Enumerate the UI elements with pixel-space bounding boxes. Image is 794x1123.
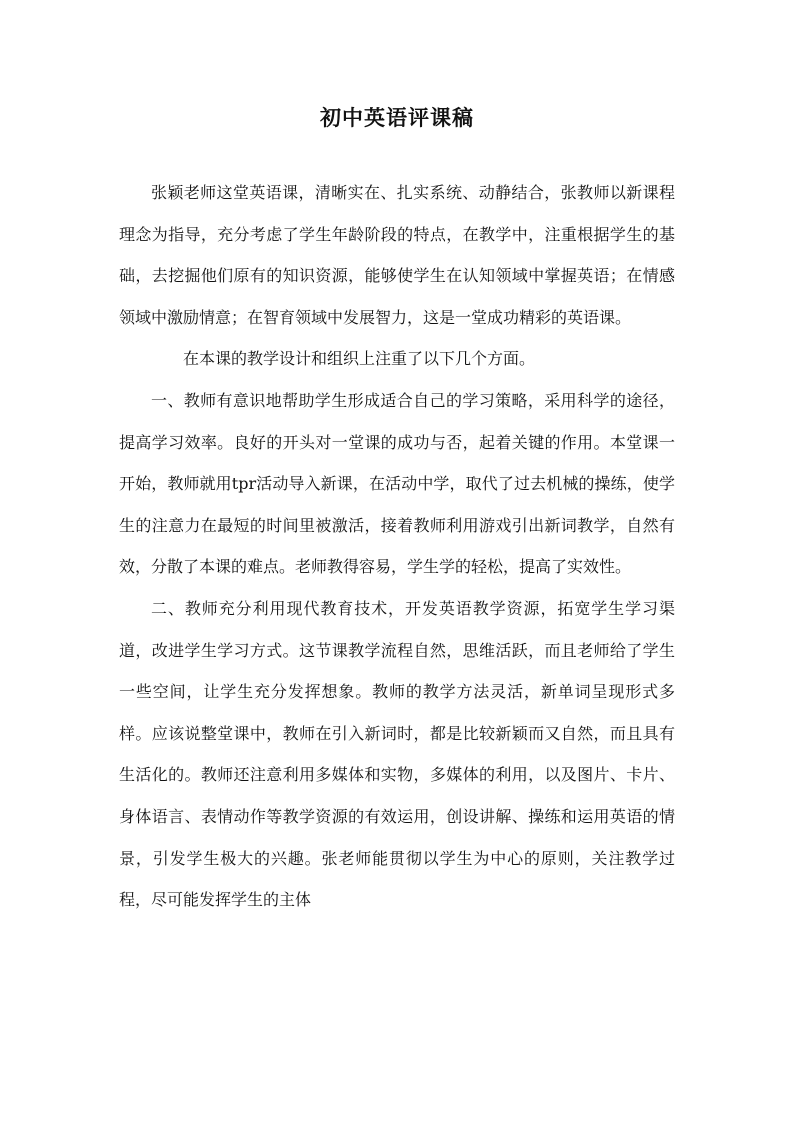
- paragraph-point-two: 二、教师充分利用现代教育技术，开发英语教学资源，拓宽学生学习渠道，改进学生学习方式。这节课教学流程自然，思维活跃，而且老师给了学生一些空间，让学生充分发挥想象。教师的教学方法灵活，新单词呈现形式多样。应该说整堂课中，教师在引入新词时，都是比较新颖而又自然，而且具有生活化的。教师还注意利用多媒体和实物，多媒体的利用，以及图片、卡片、身体语言、表情动作等教学资源的有效运用，创设讲解、操练和运用英语的情景，引发学生极大的兴趣。张老师能贯彻以学生为中心的原则，关注教学过程，尽可能发挥学生的主体: [119, 598, 675, 910]
- paragraph-point-one: 一、教师有意识地帮助学生形成适合自己的学习策略，采用科学的途径，提高学习效率。良好的开头对一堂课的成功与否，起着关键的作用。本堂课一开始，教师就用tpr活动导入新课，在活动中学，取代了过去机械的操练，使学生的注意力在最短的时间里被激活，接着教师利用游戏引出新词教学，自然有效，分散了本课的难点。老师教得容易，学生学的轻松，提高了实效性。: [119, 390, 675, 577]
- document-title: 初中英语评课稿: [320, 105, 474, 130]
- paragraph-intro: 张颖老师这堂英语课，清晰实在、扎实系统、动静结合，张教师以新课程理念为指导，充分考虑了学生年龄阶段的特点，在教学中，注重根据学生的基础，去挖掘他们原有的知识资源，能够使学生在认知领域中掌握英语；在情感领域中激励情意；在智育领域中发展智力，这是一堂成功精彩的英语课。: [119, 183, 675, 327]
- document-body: [119, 172, 675, 921]
- paragraph-overview: 在本课的教学设计和组织上注重了以下几个方面。: [183, 349, 536, 369]
